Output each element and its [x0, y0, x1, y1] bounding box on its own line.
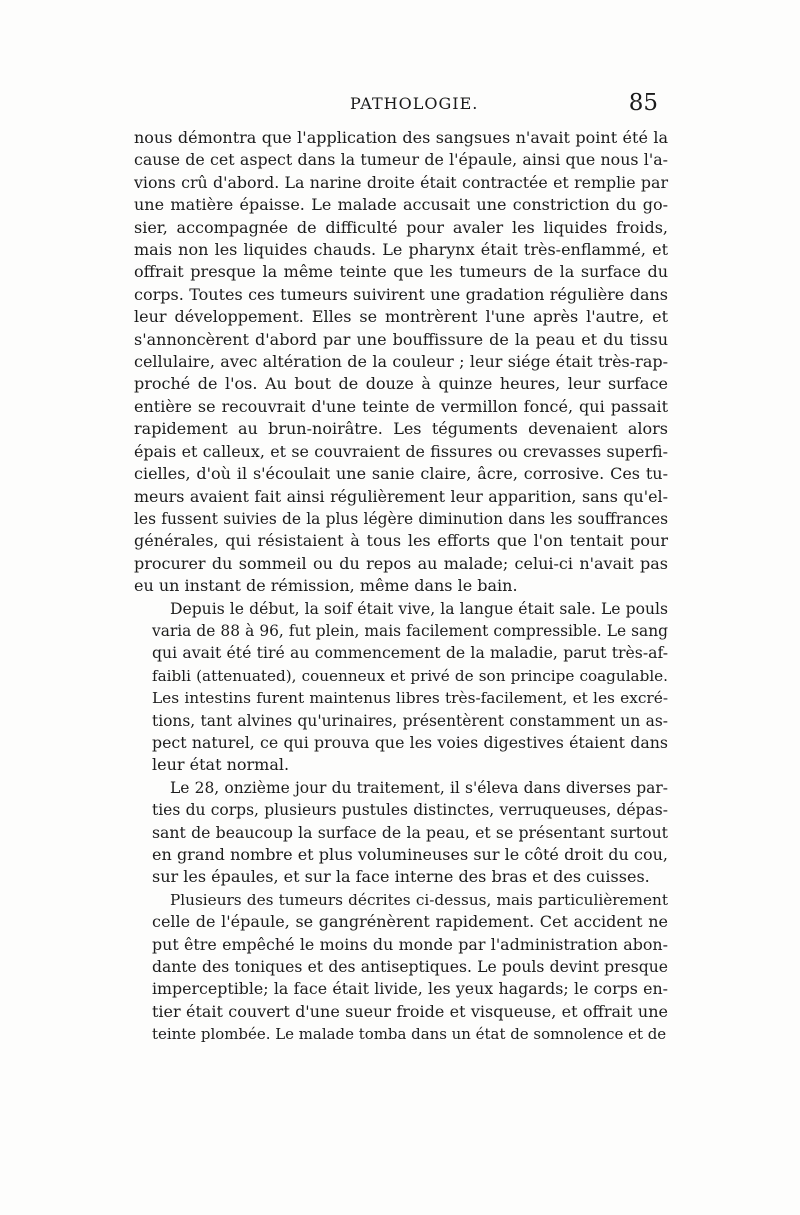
page-number: 85: [628, 90, 658, 116]
text-line: corps. Toutes ces tumeurs suivirent une gradation régulière dans: [134, 284, 668, 304]
text-line: offrait presque la même teinte que les tumeurs de la surface du: [134, 262, 668, 282]
text-line: leur développement. Elles se montrèrent l'une après l'autre, et: [134, 307, 668, 327]
text-line: cielles, d'où il s'écoulait une sanie claire, âcre, corrosive. Ces tu-: [134, 464, 668, 484]
text-line: leur état normal.: [152, 755, 290, 775]
text-line: sant de beaucoup la surface de la peau, et se présentant surtout: [152, 822, 668, 842]
paragraph: [134, 598, 668, 777]
text-line: une matière épaisse. Le malade accusait une constriction du go-: [134, 195, 668, 215]
text-line: les fussent suivies de la plus légère diminution dans les souffrances: [134, 509, 668, 528]
text-line: tions, tant alvines qu'urinaires, présentèrent constamment un as-: [152, 711, 668, 730]
text-line: tier était couvert d'une sueur froide et visqueuse, et offrait une: [152, 1001, 668, 1021]
text-line: sier, accompagnée de difficulté pour avaler les liquides froids,: [134, 217, 668, 237]
text-line: teinte plombée. Le malade tomba dans un état de somnolence et de: [152, 1025, 667, 1044]
text-line: qui avait été tiré au commencement de la maladie, parut très-af-: [152, 643, 668, 663]
text-line: générales, qui résistaient à tous les efforts que l'on tentait pour: [134, 531, 668, 551]
text-line: Plusieurs des tumeurs décrites ci-dessus, mais particulièrement: [170, 890, 668, 909]
body-text: [134, 127, 668, 1046]
text-line: eu un instant de rémission, même dans le bain.: [134, 576, 518, 596]
text-line: put être empêché le moins du monde par l'administration abon-: [152, 934, 668, 954]
text-line: ties du corps, plusieurs pustules distinctes, verruqueuses, dépas-: [152, 801, 668, 820]
text-line: Les intestins furent maintenus libres très-facilement, et les excré-: [152, 689, 668, 708]
text-line: s'annoncèrent d'abord par une bouffissure de la peau et du tissu: [134, 329, 668, 349]
paragraph: [134, 777, 668, 889]
text-line: cellulaire, avec altération de la couleur ; leur siége était très-rap-: [134, 352, 668, 372]
paragraph: [134, 889, 668, 1046]
text-line: cause de cet aspect dans la tumeur de l'épaule, ainsi que nous l'a-: [134, 150, 668, 170]
text-line: entière se recouvrait d'une teinte de vermillon foncé, qui passait: [134, 396, 668, 416]
text-line: faibli (attenuated), couenneux et privé de son principe coagulable.: [152, 666, 668, 685]
text-line: procurer du sommeil ou du repos au malade; celui-ci n'avait pas: [134, 553, 668, 573]
text-line: nous démontra que l'application des sangsues n'avait point été la: [134, 128, 668, 147]
text-line: Depuis le début, la soif était vive, la langue était sale. Le pouls: [170, 599, 668, 618]
running-title: PATHOLOGIE.: [350, 94, 479, 113]
paragraph: [134, 127, 668, 598]
text-line: proché de l'os. Au bout de douze à quinze heures, leur surface: [134, 374, 668, 394]
text-line: meurs avaient fait ainsi régulièrement leur apparition, sans qu'el-: [134, 486, 668, 506]
text-line: vions crû d'abord. La narine droite était contractée et remplie par: [134, 172, 668, 192]
text-line: épais et calleux, et se couvraient de fissures ou crevasses superfi-: [134, 441, 668, 461]
text-line: dante des toniques et des antiseptiques. Le pouls devint presque: [152, 958, 668, 977]
text-line: celle de l'épaule, se gangrénèrent rapidement. Cet accident ne: [152, 912, 668, 932]
text-line: rapidement au brun-noirâtre. Les téguments devenaient alors: [134, 419, 668, 439]
text-line: varia de 88 à 96, fut plein, mais facilement compressible. Le sang: [152, 621, 668, 640]
text-line: mais non les liquides chauds. Le pharynx était très-enflammé, et: [134, 240, 668, 260]
page-header: [134, 92, 666, 122]
text-line: en grand nombre et plus volumineuses sur le côté droit du cou,: [152, 845, 668, 864]
text-line: pect naturel, ce qui prouva que les voies digestives étaient dans: [152, 732, 668, 752]
text-line: sur les épaules, et sur la face interne des bras et des cuisses.: [152, 867, 650, 887]
text-line: imperceptible; la face était livide, les yeux hagards; le corps en-: [152, 979, 668, 999]
text-line: Le 28, onzième jour du traitement, il s'éleva dans diverses par-: [170, 778, 668, 797]
